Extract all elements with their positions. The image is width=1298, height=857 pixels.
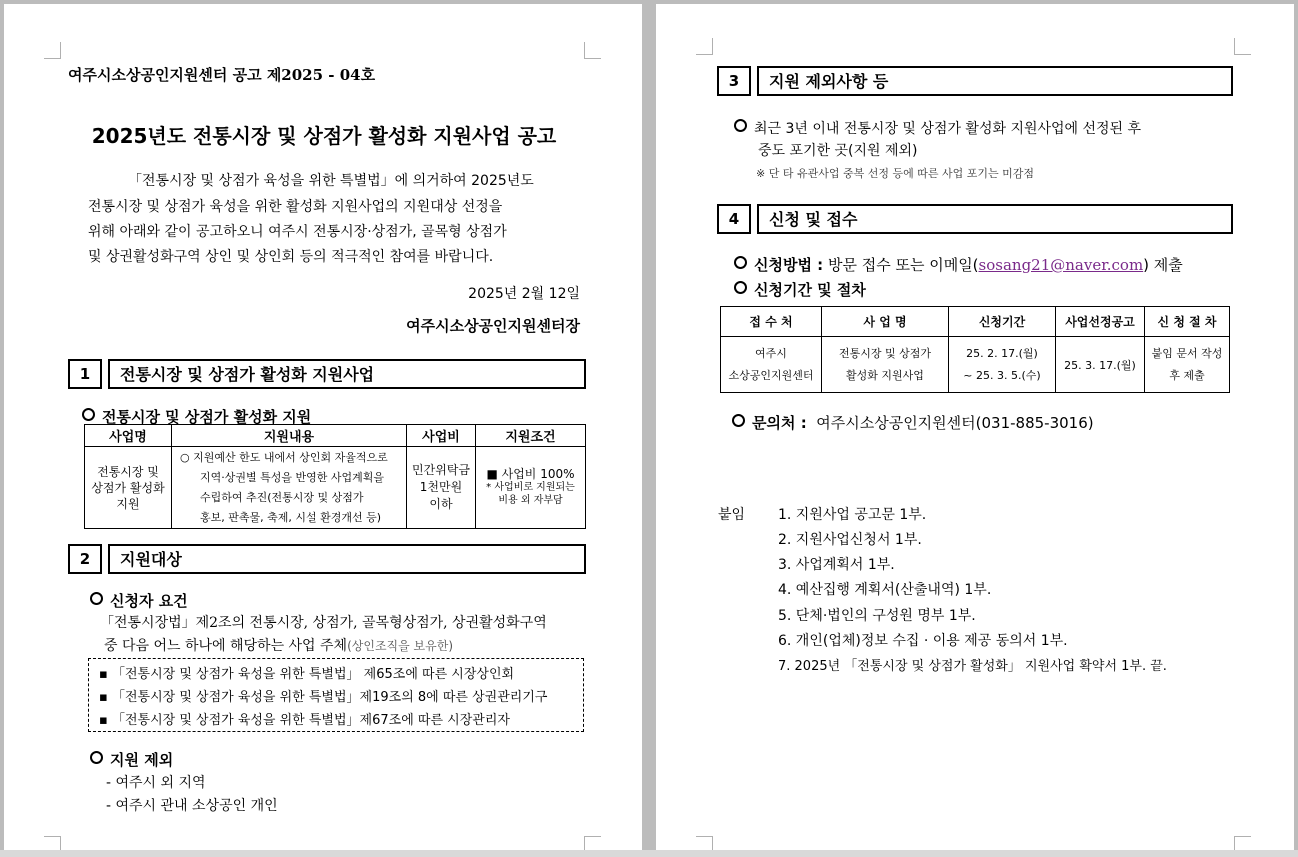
eligible-item-text: 「전통시장 및 상점가 육성을 위한 특별법」제67조에 따른 시장관리자: [111, 713, 510, 728]
crop-mark: [1234, 38, 1251, 55]
exclusion-text: 중도 포기한 곳(지원 제외): [758, 143, 918, 159]
section-title: 지원 제외사항 등: [757, 66, 1233, 96]
subsection-label: 신청기간 및 절차: [754, 281, 866, 299]
eligible-item-text: 「전통시장 및 상점가 육성을 위한 특별법」제19조의 8에 따른 상권관리기구: [111, 690, 548, 705]
table-header: 지원조건: [476, 425, 586, 447]
circle-bullet-icon: [82, 408, 95, 421]
section-number: 4: [717, 204, 751, 234]
attachment-label: 붙임: [718, 507, 746, 523]
method-end: ) 제출: [1143, 256, 1183, 274]
attachment-item: 6. 개인(업체)정보 수집 · 이용 제공 동의서 1부.: [778, 633, 1068, 649]
table-cell-content: [172, 447, 407, 529]
attachment-item: 5. 단체·법인의 구성원 명부 1부.: [778, 608, 976, 624]
eligible-entities-box: [88, 658, 584, 732]
cell-line: 여주시: [755, 346, 787, 360]
cell-line: 전통시장 및: [97, 464, 159, 479]
signer: 여주시소상공인지원센터장: [406, 317, 580, 335]
table-header: 사업선정공고: [1056, 307, 1145, 337]
cell-line: 수립하여 추진(전통시장 및 상점가: [200, 490, 364, 504]
cell-line: 붙임 문서 작성: [1151, 346, 1223, 360]
circle-bullet-icon: [90, 751, 103, 764]
section-title: 지원대상: [108, 544, 586, 574]
table-header: 지원내용: [172, 425, 407, 447]
application-method: [734, 254, 1183, 275]
intro-line: 「전통시장 및 상점가 육성을 위한 특별법」에 의거하여 2025년도: [128, 173, 534, 189]
eligible-item: ▪ 「전통시장 및 상점가 육성을 위한 특별법」제67조에 따른 시장관리자: [99, 713, 510, 728]
exclusion-item: - 여주시 관내 소상공인 개인: [106, 798, 278, 814]
exclusion-line: 최근 3년 이내 전통시장 및 상점가 활성화 지원사업에 선정된 후: [754, 121, 1142, 137]
horizontal-scrollbar[interactable]: [0, 850, 1298, 857]
circle-bullet-icon: [734, 281, 747, 294]
table-header: 사업비: [407, 425, 476, 447]
document-page-2: [656, 4, 1294, 857]
requirement-main: 중 다음 어느 하나에 해당하는 사업 주체: [104, 638, 348, 654]
cell-line: * 사업비로 지원되는: [486, 482, 575, 493]
requirement-text: [104, 635, 453, 655]
subsection-label: 지원 제외: [110, 751, 174, 769]
notice-number: 여주시소상공인지원센터 공고 제2025 - 04호: [68, 66, 376, 84]
cell-line: 지역·상권별 특성을 반영한 사업계획을: [200, 470, 385, 484]
application-table: [720, 306, 1230, 393]
method-text: 방문 접수 또는 이메일(: [827, 256, 979, 274]
cell-line: 후 제출: [1169, 368, 1205, 382]
cell-line: 전통시장 및 상점가: [838, 346, 931, 360]
cell-line: 활성화 지원사업: [846, 368, 924, 382]
section-number: 2: [68, 544, 102, 574]
cell-line: 이하: [429, 497, 453, 511]
circle-bullet-icon: [734, 119, 747, 132]
crop-mark: [584, 42, 601, 59]
cell-line: ■ 사업비 100%: [486, 467, 575, 481]
crop-mark: [44, 42, 61, 59]
attachment-item: 7. 2025년 「전통시장 및 상점가 활성화」 지원사업 확약서 1부. 끝.: [778, 659, 1167, 674]
eligible-item: ▪ 「전통시장 및 상점가 육성을 위한 특별법」제19조의 8에 따른 상권관리기구: [99, 690, 548, 705]
cell-line: ~ 25. 3. 5.(수): [963, 368, 1041, 382]
table-header: 신청기간: [949, 307, 1056, 337]
section-title: 신청 및 접수: [757, 204, 1233, 234]
support-table: [84, 424, 586, 529]
cell-line: 소상공인지원센터: [728, 368, 814, 382]
section-number: 3: [717, 66, 751, 96]
table-cell-period: [949, 337, 1056, 393]
table-cell-business: [822, 337, 949, 393]
email-link[interactable]: sosang21@naver.com: [978, 256, 1144, 274]
cell-line: ○ 지원예산 한도 내에서 상인회 자율적으로: [180, 450, 388, 464]
subsection-heading: [734, 279, 866, 300]
section-1-header: [68, 359, 586, 389]
contact-text: 여주시소상공인지원센터(031-885-3016): [816, 414, 1094, 432]
document-page-1: [4, 4, 642, 857]
crop-mark: [696, 38, 713, 55]
eligible-item-text: 「전통시장 및 상점가 육성을 위한 특별법」 제65조에 따른 시장상인회: [111, 667, 515, 682]
attachment-item: 2. 지원사업신청서 1부.: [778, 532, 922, 548]
cell-line: 1천만원: [419, 480, 463, 494]
section-4-header: [717, 204, 1233, 234]
intro-line: 및 상권활성화구역 상인 및 상인회 등의 적극적인 참여를 바랍니다.: [88, 249, 494, 265]
table-cell-announce: 25. 3. 17.(월): [1056, 337, 1145, 393]
cell-line: 홍보, 판촉물, 축제, 시설 환경개선 등): [200, 510, 382, 524]
method-label: 신청방법 :: [754, 256, 824, 274]
subsection-label: 전통시장 및 상점가 활성화 지원: [102, 408, 312, 426]
table-cell-condition: [476, 447, 586, 529]
subsection-label: 신청자 요건: [110, 592, 188, 610]
table-cell-office: [721, 337, 822, 393]
exclusion-note: ※ 단 타 유관사업 중복 선정 등에 따른 사업 포기는 미감점: [756, 167, 1034, 180]
notice-date: 2025년 2월 12일: [468, 286, 580, 302]
cell-line: 25. 2. 17.(월): [966, 346, 1038, 360]
section-number: 1: [68, 359, 102, 389]
circle-bullet-icon: [734, 256, 747, 269]
cell-line: 민간위탁금: [412, 463, 470, 477]
document-title: 2025년도 전통시장 및 상점가 활성화 지원사업 공고: [91, 124, 557, 148]
section-title: 전통시장 및 상점가 활성화 지원사업: [108, 359, 586, 389]
cell-line: 상점가 활성화: [91, 480, 165, 495]
section-2-header: [68, 544, 586, 574]
subsection-heading: [90, 590, 188, 611]
table-cell-name: [85, 447, 172, 529]
table-header: 신 청 절 차: [1145, 307, 1230, 337]
subsection-heading: [90, 749, 173, 770]
contact: [732, 412, 1094, 433]
attachment-item: 3. 사업계획서 1부.: [778, 557, 895, 573]
intro-line: 위해 아래와 같이 공고하오니 여주시 전통시장·상점가, 골목형 상점가: [88, 224, 507, 240]
requirement-note: (상인조직을 보유한): [347, 639, 454, 653]
requirement-text: 「전통시장법」제2조의 전통시장, 상점가, 골목형상점가, 상권활성화구역: [100, 615, 547, 631]
table-header: 접 수 처: [721, 307, 822, 337]
table-cell-budget: [407, 447, 476, 529]
circle-bullet-icon: [90, 592, 103, 605]
table-header: 사업명: [85, 425, 172, 447]
intro-line: 전통시장 및 상점가 육성을 위한 활성화 지원사업의 지원대상 선정을: [88, 199, 503, 215]
contact-label: 문의처 :: [752, 414, 807, 432]
exclusion-text: [734, 118, 1141, 138]
table-header: 사 업 명: [822, 307, 949, 337]
cell-line: 지원: [116, 496, 140, 511]
section-3-header: [717, 66, 1233, 96]
circle-bullet-icon: [732, 414, 745, 427]
attachment-item: 1. 지원사업 공고문 1부.: [778, 507, 927, 523]
eligible-item: ▪ 「전통시장 및 상점가 육성을 위한 특별법」 제65조에 따른 시장상인회: [99, 667, 515, 682]
exclusion-item: - 여주시 외 지역: [106, 775, 206, 791]
attachment-item: 4. 예산집행 계획서(산출내역) 1부.: [778, 582, 992, 598]
table-cell-procedure: [1145, 337, 1230, 393]
cell-line: 비용 외 자부담: [498, 495, 563, 506]
